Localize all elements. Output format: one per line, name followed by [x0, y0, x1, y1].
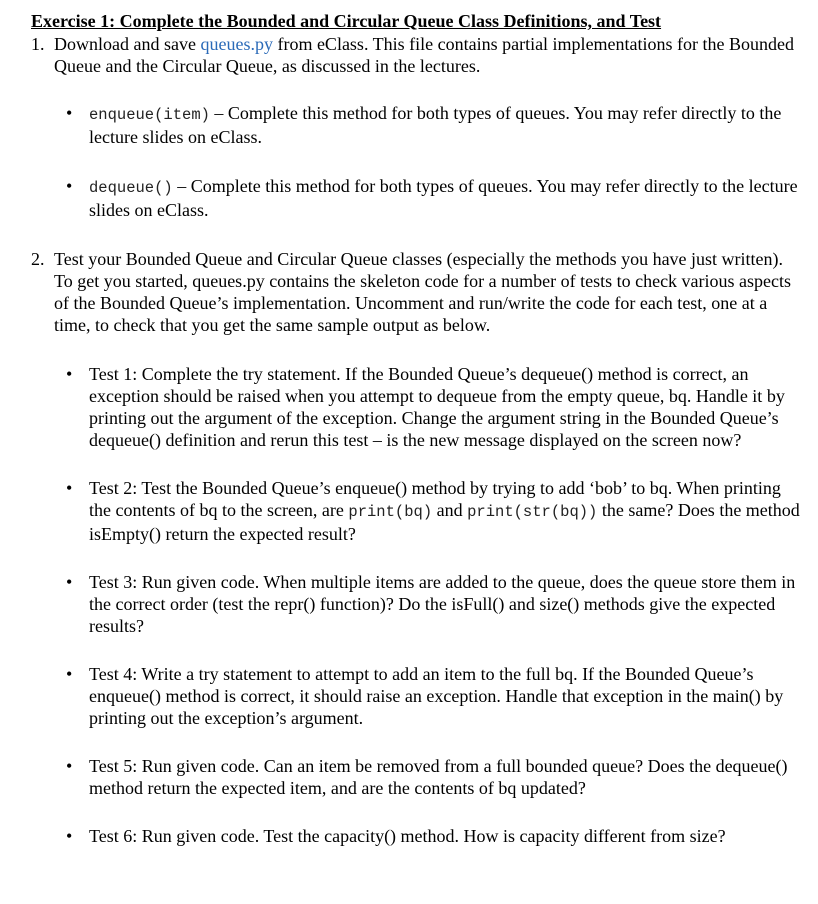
test-2-text-b: and	[432, 500, 468, 520]
test-2	[66, 477, 802, 545]
test-3	[66, 571, 802, 637]
test-6	[66, 825, 802, 847]
test-list	[66, 363, 802, 847]
dequeue-code: dequeue()	[89, 179, 173, 197]
bullet-dot: •	[66, 176, 73, 196]
test-6-text: Test 6: Run given code. Test the capacity() method. How is capacity different from size?	[89, 826, 726, 846]
test-2-code-print-bq: print(bq)	[348, 503, 433, 521]
queues-py-link[interactable]: queues.py	[200, 34, 273, 54]
dequeue-text: – Complete this method for both types of queues. You may refer directly to the lecture slides on eClass.	[89, 176, 798, 220]
test-1-text: Test 1: Complete the try statement. If the Bounded Queue’s dequeue() method is correct, an exception should be raised when you attempt to dequeue from the empty queue, bq. Handle it by printing out the argument of the exception. Change the argument string in the Bounded Queue’s dequeue() definition and rerun this test – is the new message displayed on the screen now?	[89, 364, 785, 450]
exercise-title: Exercise 1: Complete the Bounded and Circular Queue Class Definitions, and Test	[31, 11, 662, 31]
bullet-enqueue	[66, 102, 802, 148]
bullet-dot: •	[66, 103, 73, 123]
step-1	[31, 33, 802, 77]
test-2-code-print-str-bq: print(str(bq))	[467, 503, 598, 521]
step-2-text: Test your Bounded Queue and Circular Queue classes (especially the methods you have just written). To get you started, queues.py contains the skeleton code for a number of tests to check various aspects of the Bounded Queue’s implementation. Uncomment and run/write the code for each test, one at a time, to check that you get the same sample output as below.	[54, 249, 792, 335]
enqueue-code: enqueue(item)	[89, 106, 210, 124]
step-2-number: 2.	[31, 249, 45, 269]
bullet-dequeue	[66, 175, 802, 221]
test-5-text: Test 5: Run given code. Can an item be removed from a full bounded queue? Does the dequeue() method return the expected item, and are the contents of bq updated?	[89, 756, 788, 798]
test-4-text: Test 4: Write a try statement to attempt to add an item to the full bq. If the Bounded Queue’s enqueue() method is correct, it should raise an exception. Handle that exception in the main() by printing out the exception’s argument.	[89, 664, 784, 728]
bullet-dot: •	[66, 364, 73, 384]
test-2-text-c: the same? Does the method isEmpty() return the expected result?	[89, 500, 800, 544]
bullet-dot: •	[66, 756, 73, 776]
bullet-dot: •	[66, 826, 73, 846]
step-1-text-after: from eClass. This file contains partial implementations for the Bounded Queue and the Circular Queue, as discussed in the lectures.	[54, 34, 795, 76]
bullet-dot: •	[66, 664, 73, 684]
test-2-text-a: Test 2: Test the Bounded Queue’s enqueue() method by trying to add ‘bob’ to bq. When printing the contents of bq to the screen, are	[89, 478, 781, 520]
step-1-number: 1.	[31, 34, 45, 54]
test-4	[66, 663, 802, 729]
step-1-text-before: Download and save	[54, 34, 201, 54]
test-5	[66, 755, 802, 799]
bullet-dot: •	[66, 572, 73, 592]
step-2	[31, 248, 802, 336]
bullet-dot: •	[66, 478, 73, 498]
enqueue-text: – Complete this method for both types of queues. You may refer directly to the lecture slides on eClass.	[89, 103, 782, 147]
test-1	[66, 363, 802, 451]
test-3-text: Test 3: Run given code. When multiple items are added to the queue, does the queue store them in the correct order (test the repr() function)? Do the isFull() and size() methods give the expected results?	[89, 572, 796, 636]
step-1-bullets	[66, 102, 802, 221]
